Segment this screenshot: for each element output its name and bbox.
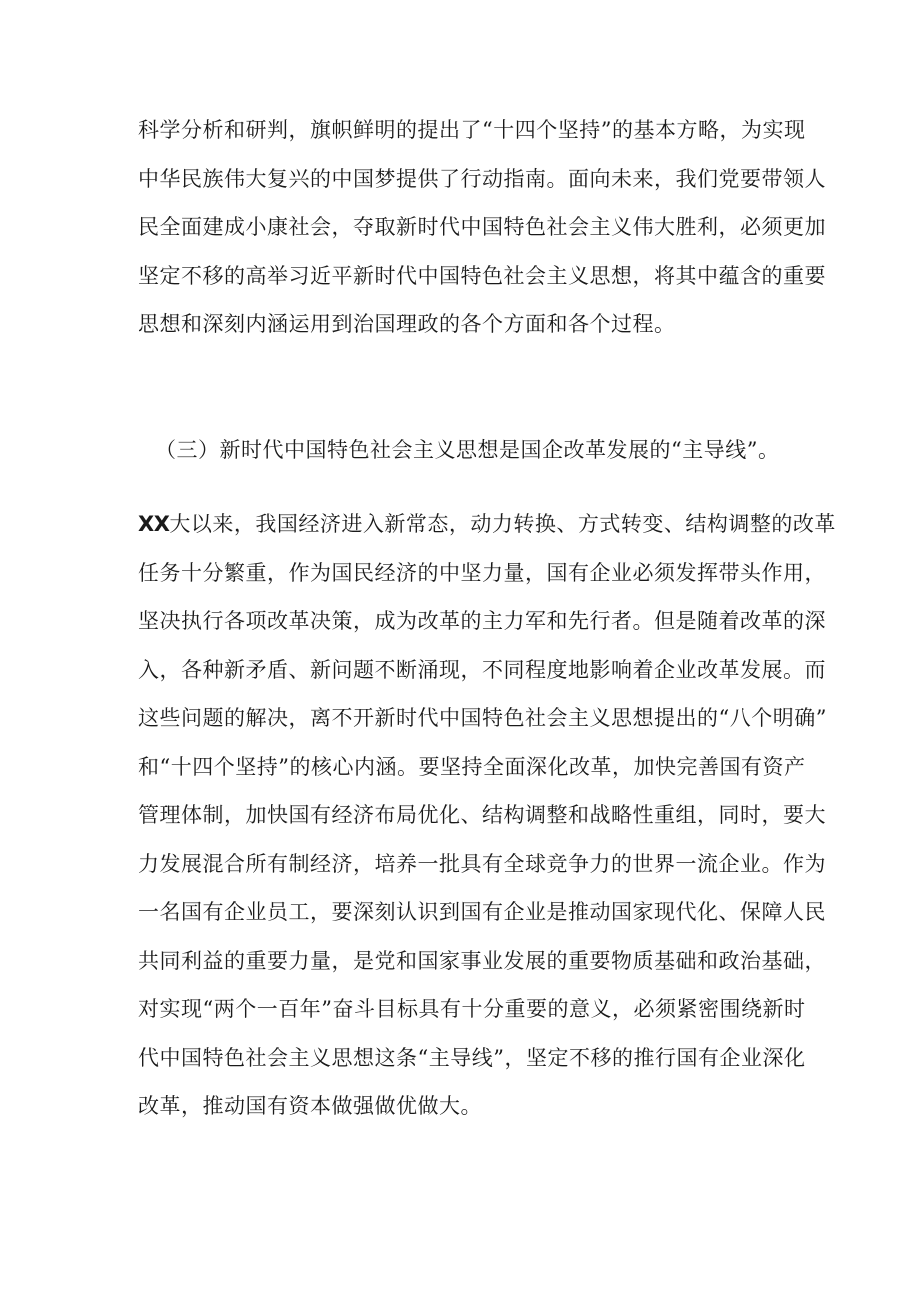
paragraph-line: 管理体制，加快国有经济布局优化、结构调整和战略性重组，同时，要大	[138, 803, 826, 827]
paragraph-line: 这些问题的解决，离不开新时代中国特色社会主义思想提出的“八个明确”	[138, 706, 827, 730]
paragraph-line: 改革，推动国有资本做强做优做大。	[138, 1094, 482, 1118]
paragraph-1	[138, 106, 826, 349]
paragraph-line: 中华民族伟大复兴的中国梦提供了行动指南。面向未来，我们党要带领人	[138, 166, 826, 191]
paragraph-line: 科学分析和研判，旗帜鲜明的提出了“十四个坚持”的基本方略，为实现	[138, 118, 806, 142]
paragraph-line: 共同利益的重要力量，是党和国家事业发展的重要物质基础和政治基础，	[138, 948, 826, 973]
paragraph-line: 力发展混合所有制经济，培养一批具有全球竞争力的世界一流企业。作为	[138, 851, 826, 876]
paragraph-line-text: 大以来，我国经济进入新常态，动力转换、方式转变、结构调整的改革	[169, 512, 836, 536]
paragraph-line: 任务十分繁重，作为国民经济的中坚力量，国有企业必须发挥带头作用，	[138, 560, 826, 585]
paragraph-line: 入，各种新矛盾、新问题不断涌现，不同程度地影响着企业改革发展。而	[138, 657, 826, 682]
paragraph-line: 坚定不移的高举习近平新时代中国特色社会主义思想，将其中蕴含的重要	[138, 263, 826, 288]
paragraph-line: 一名国有企业员工，要深刻认识到国有企业是推动国家现代化、保障人民	[138, 900, 826, 924]
paragraph-line-first	[138, 500, 836, 549]
paragraph-line: 代中国特色社会主义思想这条“主导线”，坚定不移的推行国有企业深化	[138, 1045, 806, 1070]
paragraph-line: 民全面建成小康社会，夺取新时代中国特色社会主义伟大胜利，必须更加	[138, 215, 826, 239]
section-heading: （三）新时代中国特色社会主义思想是国企改革发展的“主导线”。	[155, 438, 780, 462]
paragraph-line: 坚决执行各项改革决策，成为改革的主力军和先行者。但是随着改革的深	[138, 609, 826, 633]
paragraph-2	[138, 500, 836, 1131]
lead-abbreviation: XX	[138, 512, 170, 536]
paragraph-line: 对实现“两个一百年”奋斗目标具有十分重要的意义，必须紧密围绕新时	[138, 997, 806, 1021]
paragraph-line: 和“十四个坚持”的核心内涵。要坚持全面深化改革，加快完善国有资产	[138, 754, 806, 779]
paragraph-line: 思想和深刻内涵运用到治国理政的各个方面和各个过程。	[138, 312, 676, 336]
